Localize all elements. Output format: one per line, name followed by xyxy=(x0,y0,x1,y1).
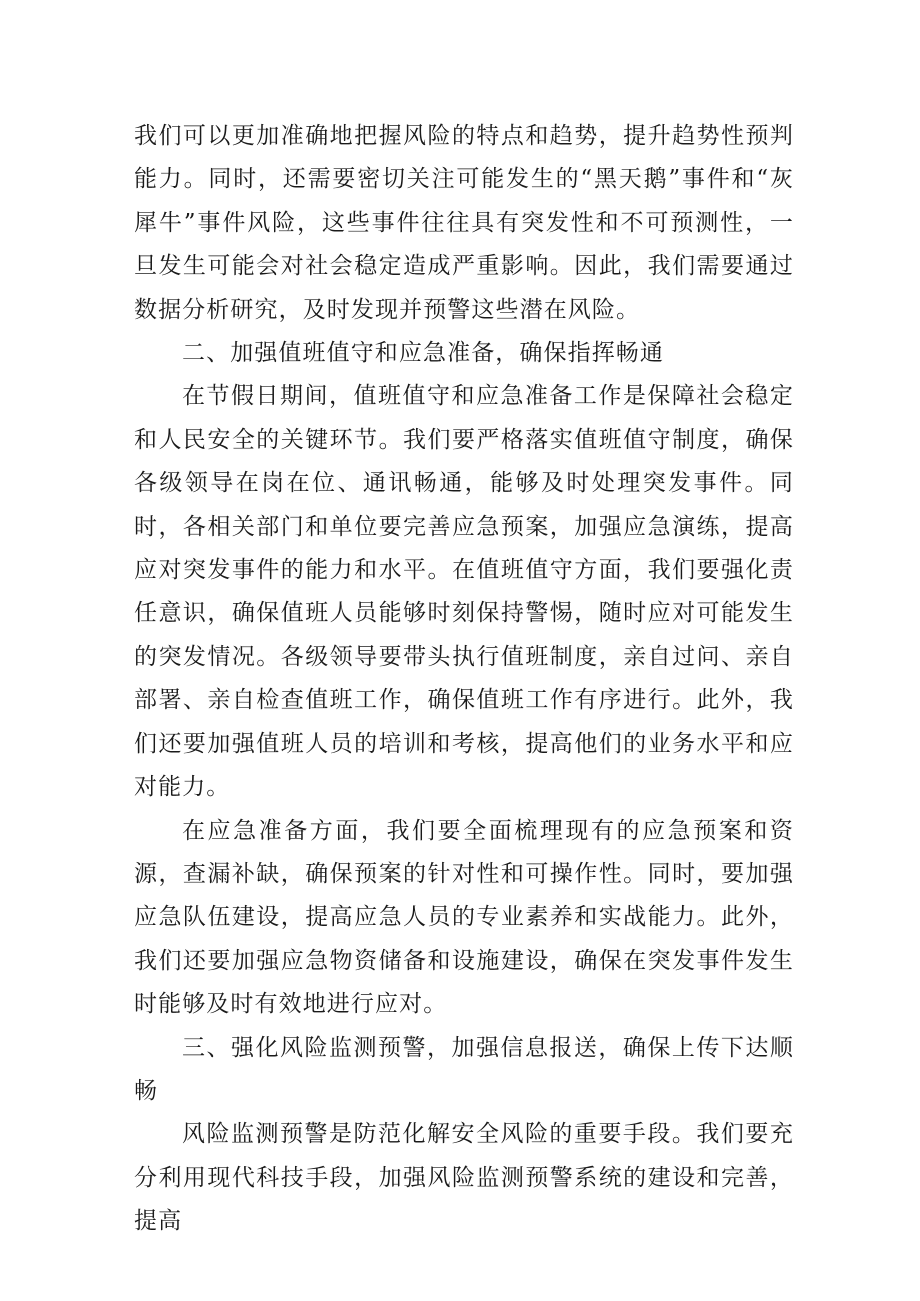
paragraph-duty-system: 在节假日期间，值班值守和应急准备工作是保障社会稳定和人民安全的关键环节。我们要严格落实值班值守制度，确保各级领导在岗在位、通讯畅通，能够及时处理突发事件。同时，各相关部门和单位要完善应急预案，加强应急演练，提高应对突发事件的能力和水平。在值班值守方面，我们要强化责任意识，确保值班人员能够时刻保持警惕，随时应对可能发生的突发情况。各级领导要带头执行值班制度，亲自过问、亲自部署、亲自检查值班工作，确保值班工作有序进行。此外，我们还要加强值班人员的培训和考核，提高他们的业务水平和应对能力。 xyxy=(134,383,794,801)
paragraph-emergency-preparation: 在应急准备方面，我们要全面梳理现有的应急预案和资源，查漏补缺，确保预案的针对性和可操作性。同时，要加强应急队伍建设，提高应急人员的专业素养和实战能力。此外，我们还要加强应急物资储备和设施建设，确保在突发事件发生时能够及时有效地进行应对。 xyxy=(134,817,794,1018)
section-heading-risk-monitoring: 三、强化风险监测预警，加强信息报送，确保上传下达顺畅 xyxy=(134,1034,794,1104)
document-body xyxy=(134,115,794,1244)
paragraph-risk-analysis-continuation: 我们可以更加准确地把握风险的特点和趋势，提升趋势性预判能力。同时，还需要密切关注可能发生的“黑天鹅”事件和“灰犀牛”事件风险，这些事件往往具有突发性和不可预测性，一旦发生可能会对社会稳定造成严重影响。因此，我们需要通过数据分析研究，及时发现并预警这些潜在风险。 xyxy=(134,123,794,323)
section-heading-duty-and-emergency: 二、加强值班值守和应急准备，确保指挥畅通 xyxy=(182,340,664,367)
paragraph-risk-monitoring: 风险监测预警是防范化解安全风险的重要手段。我们要充分利用现代科技手段，加强风险监测预警系统的建设和完善，提高 xyxy=(134,1121,794,1235)
